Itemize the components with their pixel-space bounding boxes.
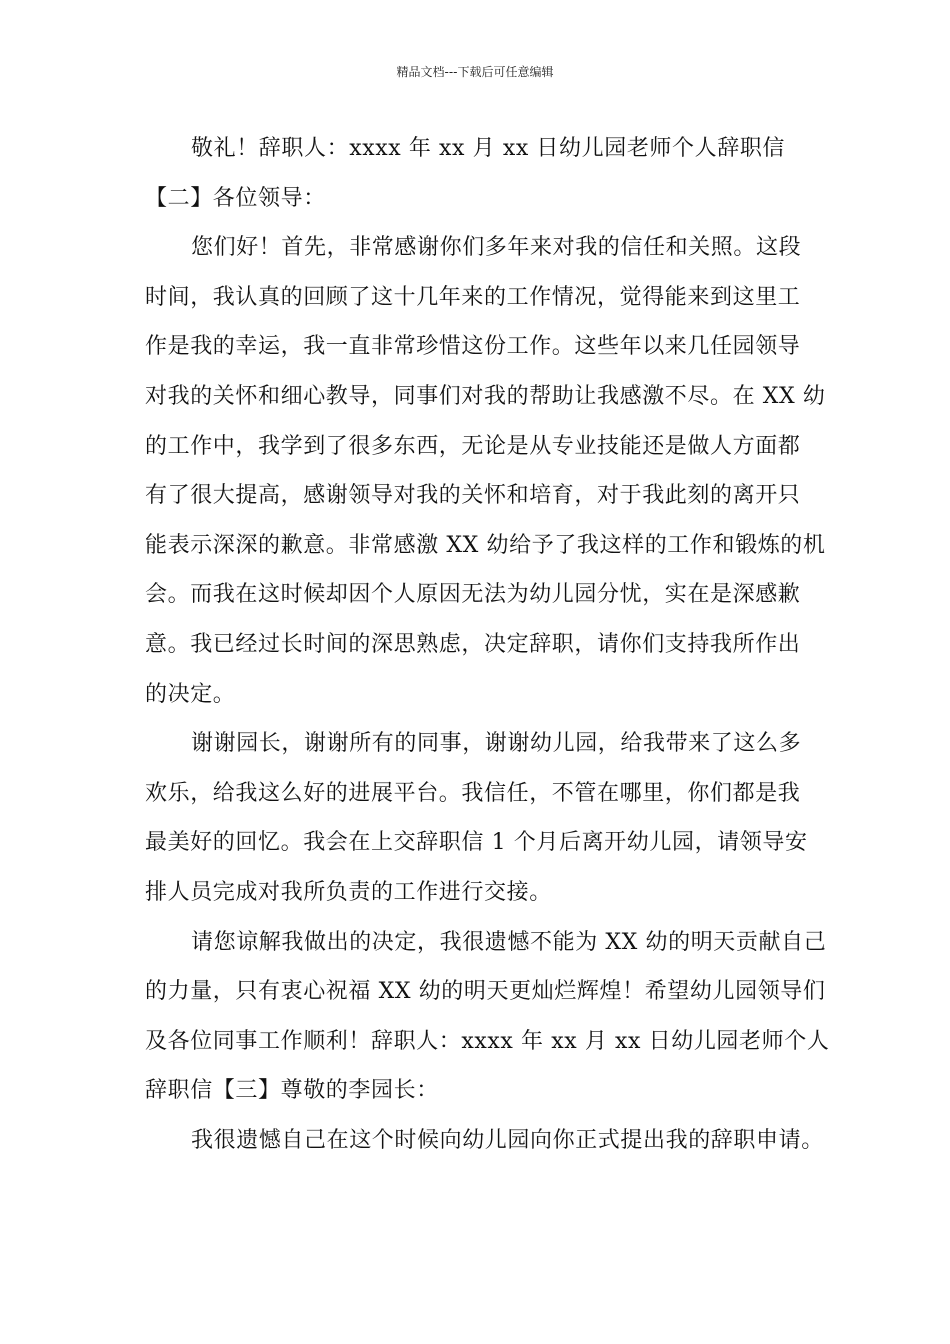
text-line: 作是我的幸运，我一直非常珍惜这份工作。这些年以来几任园领导 bbox=[145, 334, 801, 360]
text-line: 【二】各位领导： bbox=[145, 185, 326, 211]
text-line: 时间，我认真的回顾了这十几年来的工作情况，觉得能来到这里工 bbox=[145, 284, 801, 310]
document-body bbox=[145, 124, 830, 1165]
text-line: 请您谅解我做出的决定，我很遗憾不能为 XX 幼的明天贡献自己 bbox=[191, 929, 827, 955]
text-line: 的力量，只有衷心祝福 XX 幼的明天更灿烂辉煌！希望幼儿园领导们 bbox=[145, 979, 826, 1005]
text-line: 的决定。 bbox=[145, 681, 236, 707]
text-line: 的工作中，我学到了很多东西，无论是从专业技能还是做人方面都 bbox=[145, 433, 801, 459]
text-line: 您们好！首先，非常感谢你们多年来对我的信任和关照。这段 bbox=[191, 235, 802, 261]
text-line: 欢乐，给我这么好的进展平台。我信任，不管在哪里，你们都是我 bbox=[145, 780, 801, 806]
page-header: 精品文档---下载后可任意编辑 bbox=[396, 65, 554, 79]
text-line: 对我的关怀和细心教导，同事们对我的帮助让我感激不尽。在 XX 幼 bbox=[145, 383, 826, 409]
text-line: 及各位同事工作顺利！辞职人：xxxx 年 xx 月 xx 日幼儿园老师个人 bbox=[145, 1028, 830, 1054]
text-line: 谢谢园长，谢谢所有的同事，谢谢幼儿园，给我带来了这么多 bbox=[191, 731, 802, 757]
text-line: 我很遗憾自己在这个时候向幼儿园向你正式提出我的辞职申请。 bbox=[191, 1127, 824, 1153]
text-line: 会。而我在这时候却因个人原因无法为幼儿园分忧，实在是深感歉 bbox=[145, 582, 801, 608]
text-line: 敬礼！辞职人：xxxx 年 xx 月 xx 日幼儿园老师个人辞职信 bbox=[191, 136, 786, 161]
text-line: 意。我已经过长时间的深思熟虑，决定辞职，请你们支持我所作出 bbox=[145, 631, 801, 657]
text-line: 有了很大提高，感谢领导对我的关怀和培育，对于我此刻的离开只 bbox=[145, 483, 801, 509]
text-line: 最美好的回忆。我会在上交辞职信 1 个月后离开幼儿园，请领导安 bbox=[145, 830, 808, 856]
text-line: 排人员完成对我所负责的工作进行交接。 bbox=[145, 879, 552, 905]
text-line: 能表示深深的歉意。非常感激 XX 幼给予了我这样的工作和锻炼的机 bbox=[145, 532, 826, 558]
text-line: 辞职信【三】尊敬的李园长： bbox=[145, 1078, 439, 1104]
